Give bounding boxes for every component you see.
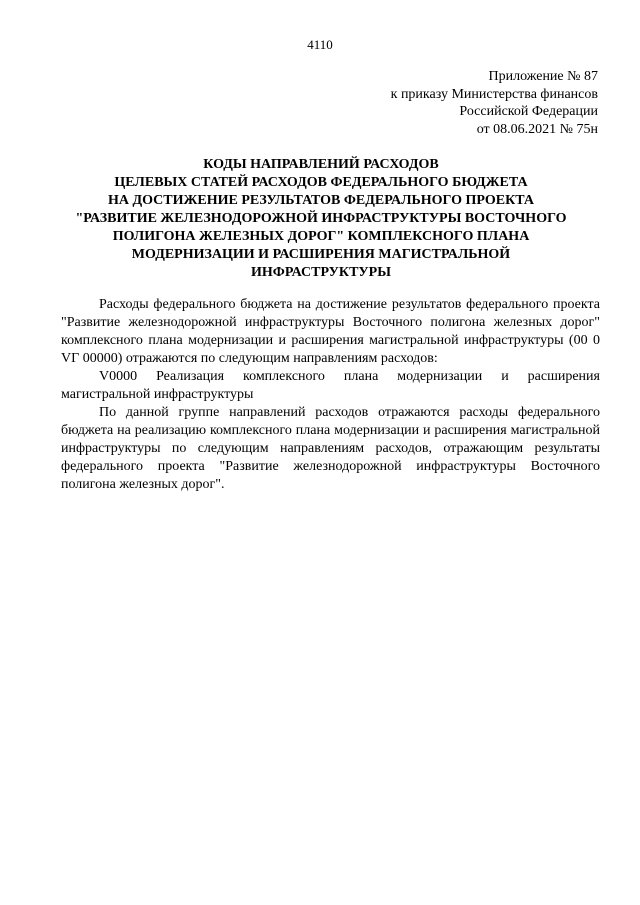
body-paragraph: V0000 Реализация комплексного плана модернизации и расширения магистральной инфраструктуры [61,369,600,402]
page-number: 4110 [307,37,333,52]
appendix-date: от 08.06.2021 № 75н [476,121,598,137]
title-line: "РАЗВИТИЕ ЖЕЛЕЗНОДОРОЖНОЙ ИНФРАСТРУКТУРЫ ВОСТОЧНОГО [75,211,567,226]
title-line: ИНФРАСТРУКТУРЫ [251,265,391,280]
title-line: ЦЕЛЕВЫХ СТАТЕЙ РАСХОДОВ ФЕДЕРАЛЬНОГО БЮДЖЕТА [114,175,528,190]
appendix-header [338,68,598,138]
appendix-country: Российской Федерации [459,104,598,119]
title-line: ПОЛИГОНА ЖЕЛЕЗНЫХ ДОРОГ" КОМПЛЕКСНОГО ПЛАНА [112,229,530,244]
appendix-order-ref: к приказу Министерства финансов [390,86,598,102]
title-line: НА ДОСТИЖЕНИЕ РЕЗУЛЬТАТОВ ФЕДЕРАЛЬНОГО ПРОЕКТА [107,193,534,208]
document-title [40,156,602,282]
document-body [61,296,600,494]
title-line: КОДЫ НАПРАВЛЕНИЙ РАСХОДОВ [203,157,439,172]
appendix-number: Приложение № 87 [488,69,598,84]
body-paragraph: По данной группе направлений расходов отражаются расходы федерального бюджета на реализацию комплексного плана модернизации и расширения магистральной инфраструктуры по следующим направлениям расходов, отражающим результаты федерального проекта "Развитие железнодорожной инфраструктуры Восточного полигона железных дорог". [61,405,600,492]
body-paragraph: Расходы федерального бюджета на достижение результатов федерального проекта "Развитие железнодорожной инфраструктуры Восточного полигона железных дорог" комплексного плана модернизации и расширения магистральной инфраструктуры (00 0 VГ 00000) отражаются по следующим направлениям расходов: [61,297,600,366]
title-line: МОДЕРНИЗАЦИИ И РАСШИРЕНИЯ МАГИСТРАЛЬНОЙ [131,247,511,262]
